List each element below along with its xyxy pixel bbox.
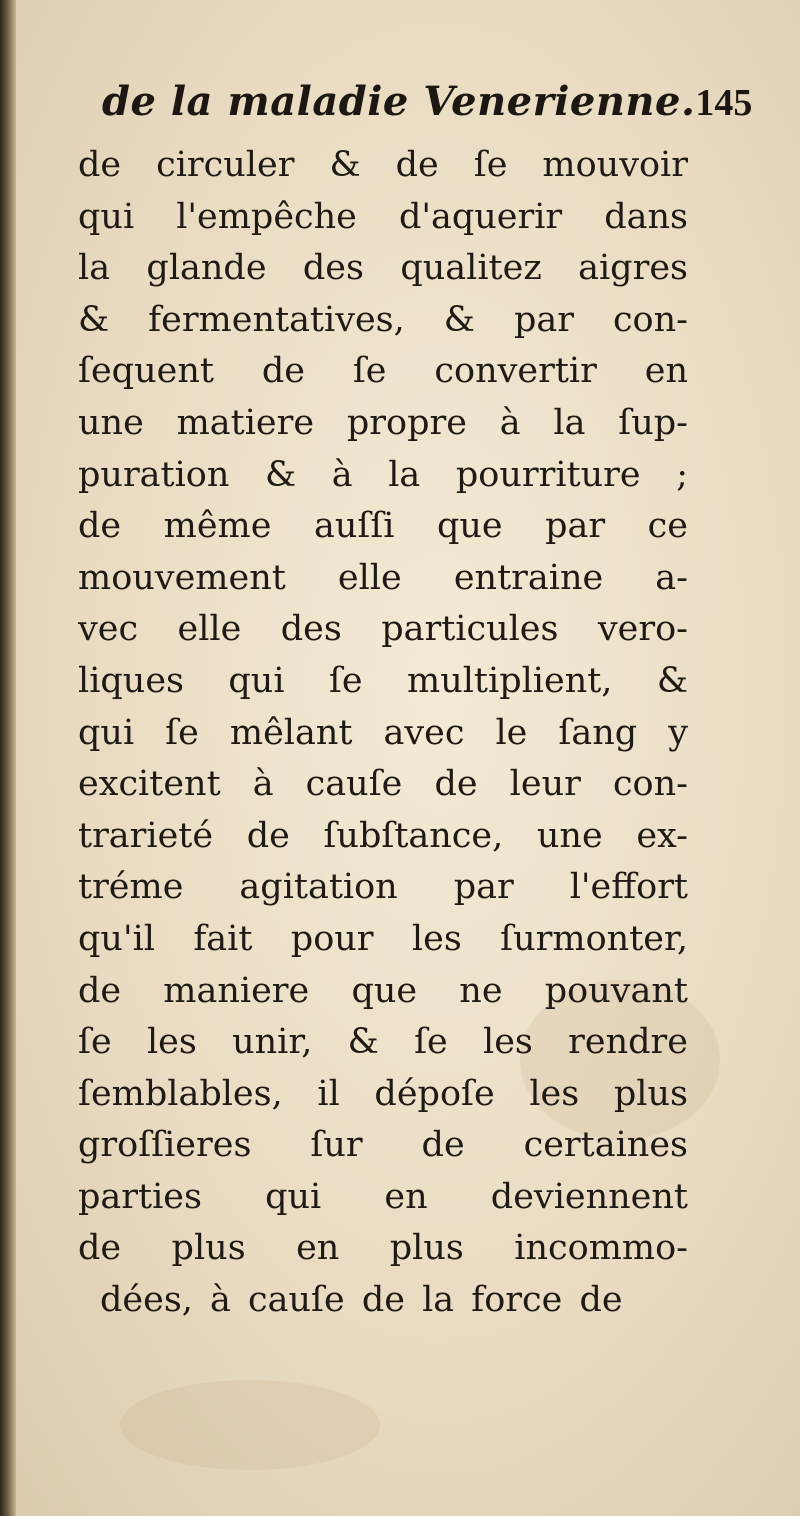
text-line: excitent à cauſe de leur con- [78,764,688,805]
text-line: de même auſſi que par ce [78,506,688,547]
text-line: vec elle des particules vero- [78,609,688,650]
book-spine-shadow [0,0,16,1516]
text-line: liques qui ſe multiplient, & [78,660,688,701]
text-line: qu'il fait pour les ſurmonter, [78,918,688,959]
text-line: groſſieres ſur de certaines [78,1125,688,1166]
body-text [78,140,688,1327]
text-line: qui ſe mêlant avec le ſang y [78,712,688,753]
text-line: ſe les unir, & ſe les rendre [78,1022,688,1063]
text-line: la glande des qualitez aigres [78,248,688,289]
text-line: de maniere que ne pouvant [78,970,688,1011]
text-line: de circuler & de ſe mouvoir [78,145,688,185]
text-line: puration & à la pourriture ; [78,454,688,495]
text-line: dées, à cauſe de la force de [100,1280,623,1321]
page-number: 145 [695,82,753,124]
text-line: ſequent de ſe convertir en [78,351,688,392]
running-header [102,78,753,142]
text-line: parties qui en deviennent [78,1176,688,1217]
paper-stain [120,1380,380,1470]
text-line: tréme agitation par l'effort [78,867,688,908]
text-line: ſemblables, il dépoſe les plus [78,1073,688,1114]
running-title: de la maladie Venerienne. [102,78,696,125]
text-line: de plus en plus incommo- [78,1228,688,1269]
text-line: une matiere propre à la ſup- [78,402,688,443]
text-line: mouvement elle entraine a- [78,557,688,598]
text-line: & fermentatives, & par con- [78,299,688,340]
text-line: qui l'empêche d'aquerir dans [78,196,688,237]
text-line: trarieté de ſubſtance, une ex- [78,815,688,856]
